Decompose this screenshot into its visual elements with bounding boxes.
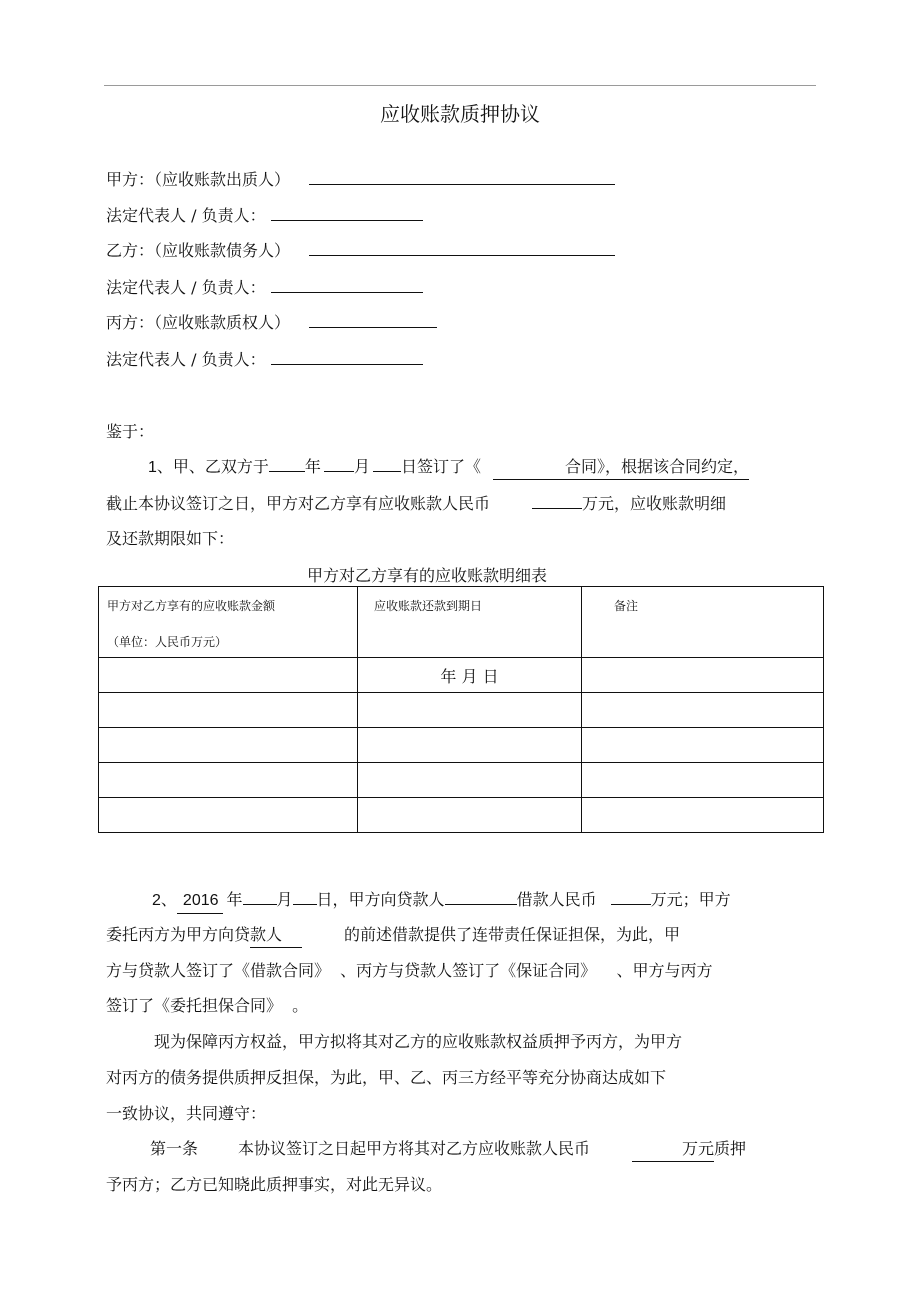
clause2-month-field[interactable] bbox=[243, 887, 277, 905]
party-b-label: 乙方：（应收账款债务人） bbox=[106, 241, 291, 260]
party-a-rep-label: 法定代表人 / 负责人： bbox=[106, 206, 266, 225]
party-c-name-field[interactable] bbox=[309, 310, 437, 328]
party-b-rep-label: 法定代表人 / 负责人： bbox=[106, 278, 266, 297]
remarks-cell[interactable] bbox=[582, 658, 824, 693]
clause2-line3: 方与贷款人签订了《借款合同》 、丙方与贷款人签订了《保证合同》 、甲方与丙方 bbox=[106, 961, 713, 980]
due-date-cell[interactable] bbox=[358, 798, 582, 833]
purpose-line2: 对丙方的债务提供质押反担保，为此，甲、乙、丙三方经平等充分协商达成如下 bbox=[106, 1068, 667, 1087]
amount-cell[interactable] bbox=[99, 658, 358, 693]
article1-label: 第一条 bbox=[150, 1139, 199, 1158]
clause2-day-field[interactable] bbox=[293, 887, 317, 905]
whereas-heading: 鉴于： bbox=[106, 422, 155, 441]
clause1-year-field[interactable] bbox=[269, 454, 305, 472]
clause1-text-c: 万元，应收账款明细 bbox=[582, 494, 727, 513]
clause1-month-label: 月 bbox=[353, 457, 370, 476]
clause2-line2 bbox=[106, 923, 680, 948]
clause2-day-label: 日，甲方向贷款人 bbox=[316, 890, 445, 909]
table-row bbox=[99, 728, 824, 763]
due-date-cell[interactable]: 年 月 日 bbox=[358, 658, 582, 693]
amount-cell[interactable] bbox=[99, 728, 358, 763]
clause1-day-field[interactable] bbox=[373, 454, 401, 472]
article1-line2: 予丙方；乙方已知晓此质押事实，对此无异议。 bbox=[106, 1175, 443, 1194]
clause1-amount-field[interactable] bbox=[532, 491, 582, 509]
clause2-line1 bbox=[152, 887, 731, 914]
header-rule bbox=[104, 85, 816, 86]
clause1-text-a: 、甲、乙双方于 bbox=[156, 457, 269, 476]
party-c-label: 丙方：（应收账款质权人） bbox=[106, 313, 291, 332]
clause2-text-b: 委托丙方为甲方向贷 bbox=[106, 925, 251, 944]
due-date-cell[interactable] bbox=[358, 763, 582, 798]
party-a-name-field[interactable] bbox=[309, 167, 615, 185]
amount-cell[interactable] bbox=[99, 763, 358, 798]
clause2-wan-label: 万元；甲方 bbox=[650, 890, 731, 909]
clause2-year-value: 2016 bbox=[182, 892, 219, 909]
header-due-date-text: 应收账款还款到期日 bbox=[374, 599, 483, 613]
clause1-text-b: 截止本协议签订之日，甲方对乙方享有应收账款人民币 bbox=[106, 494, 491, 513]
clause1-contract-text: 合同》，根据该合同约定， bbox=[564, 457, 749, 476]
table-row bbox=[99, 658, 824, 693]
clause2-month-label: 月 bbox=[276, 890, 293, 909]
party-b-line bbox=[106, 238, 615, 263]
clause2-lender-field[interactable] bbox=[445, 887, 517, 905]
article1-tail: 质押 bbox=[714, 1139, 747, 1158]
clause1-number: 1 bbox=[148, 459, 157, 476]
header-amount-line1: 甲方对乙方享有的应收账款金额 bbox=[107, 599, 276, 613]
clause2-lender-field-2[interactable] bbox=[250, 923, 302, 948]
receivables-table-title: 甲方对乙方享有的应收账款明细表 bbox=[306, 566, 547, 585]
party-b-rep-field[interactable] bbox=[271, 275, 423, 293]
clause1-line1 bbox=[148, 454, 749, 480]
clause1-day-label: 日签订了《 bbox=[400, 457, 481, 476]
clause2-text-c: 的前述借款提供了连带责任保证担保，为此，甲 bbox=[344, 925, 681, 944]
clause2-text-a: 、 bbox=[160, 890, 177, 909]
table-row bbox=[99, 798, 824, 833]
party-a-rep-line bbox=[106, 203, 423, 228]
party-a-rep-field[interactable] bbox=[271, 203, 423, 221]
header-amount bbox=[99, 587, 358, 658]
clause1-line2 bbox=[106, 491, 726, 516]
remarks-cell[interactable] bbox=[582, 728, 824, 763]
amount-cell[interactable] bbox=[99, 693, 358, 728]
header-due-date bbox=[358, 587, 582, 658]
party-c-rep-field[interactable] bbox=[271, 347, 423, 365]
header-amount-line2: （单位：人民币万元） bbox=[107, 635, 228, 649]
clause2-lender-text: 款人 bbox=[250, 925, 283, 944]
remarks-cell[interactable] bbox=[582, 763, 824, 798]
clause1-month-field[interactable] bbox=[324, 454, 354, 472]
header-remarks-text: 备注 bbox=[614, 599, 639, 613]
party-c-line bbox=[106, 310, 437, 335]
party-a-label: 甲方：（应收账款出质人） bbox=[106, 170, 291, 189]
remarks-cell[interactable] bbox=[582, 798, 824, 833]
party-c-rep-line bbox=[106, 347, 423, 372]
clause1-line3: 及还款期限如下： bbox=[106, 529, 235, 548]
clause2-year-label: 年 bbox=[226, 890, 243, 909]
table-row bbox=[99, 693, 824, 728]
table-row bbox=[99, 763, 824, 798]
clause2-line4: 签订了《委托担保合同》 。 bbox=[106, 996, 309, 1015]
clause2-loan-label: 借款人民币 bbox=[516, 890, 597, 909]
remarks-cell[interactable] bbox=[582, 693, 824, 728]
amount-cell[interactable] bbox=[99, 798, 358, 833]
clause2-year-field[interactable] bbox=[177, 889, 223, 914]
party-a-line bbox=[106, 167, 615, 192]
purpose-line3: 一致协议，共同遵守： bbox=[106, 1104, 267, 1123]
article1-text: 本协议签订之日起甲方将其对乙方应收账款人民币 bbox=[238, 1139, 591, 1158]
table-header-row bbox=[99, 587, 824, 658]
clause2-number: 2 bbox=[152, 892, 161, 909]
clause1-year-label: 年 bbox=[304, 457, 321, 476]
party-c-rep-label: 法定代表人 / 负责人： bbox=[106, 350, 266, 369]
due-date-cell[interactable] bbox=[358, 693, 582, 728]
party-b-name-field[interactable] bbox=[309, 238, 615, 256]
document-title: 应收账款质押协议 bbox=[380, 102, 540, 126]
receivables-table bbox=[98, 586, 824, 833]
clause2-amount-field[interactable] bbox=[611, 887, 651, 905]
article1-line1 bbox=[150, 1137, 746, 1162]
header-remarks bbox=[582, 587, 824, 658]
due-date-cell[interactable] bbox=[358, 728, 582, 763]
clause1-contract-field[interactable] bbox=[493, 455, 749, 480]
article1-unit: 万元 bbox=[682, 1139, 715, 1158]
article1-amount-field[interactable] bbox=[632, 1137, 714, 1162]
party-b-rep-line bbox=[106, 275, 423, 300]
purpose-line1: 现为保障丙方权益，甲方拟将其对乙方的应收账款权益质押予丙方，为甲方 bbox=[154, 1032, 683, 1051]
